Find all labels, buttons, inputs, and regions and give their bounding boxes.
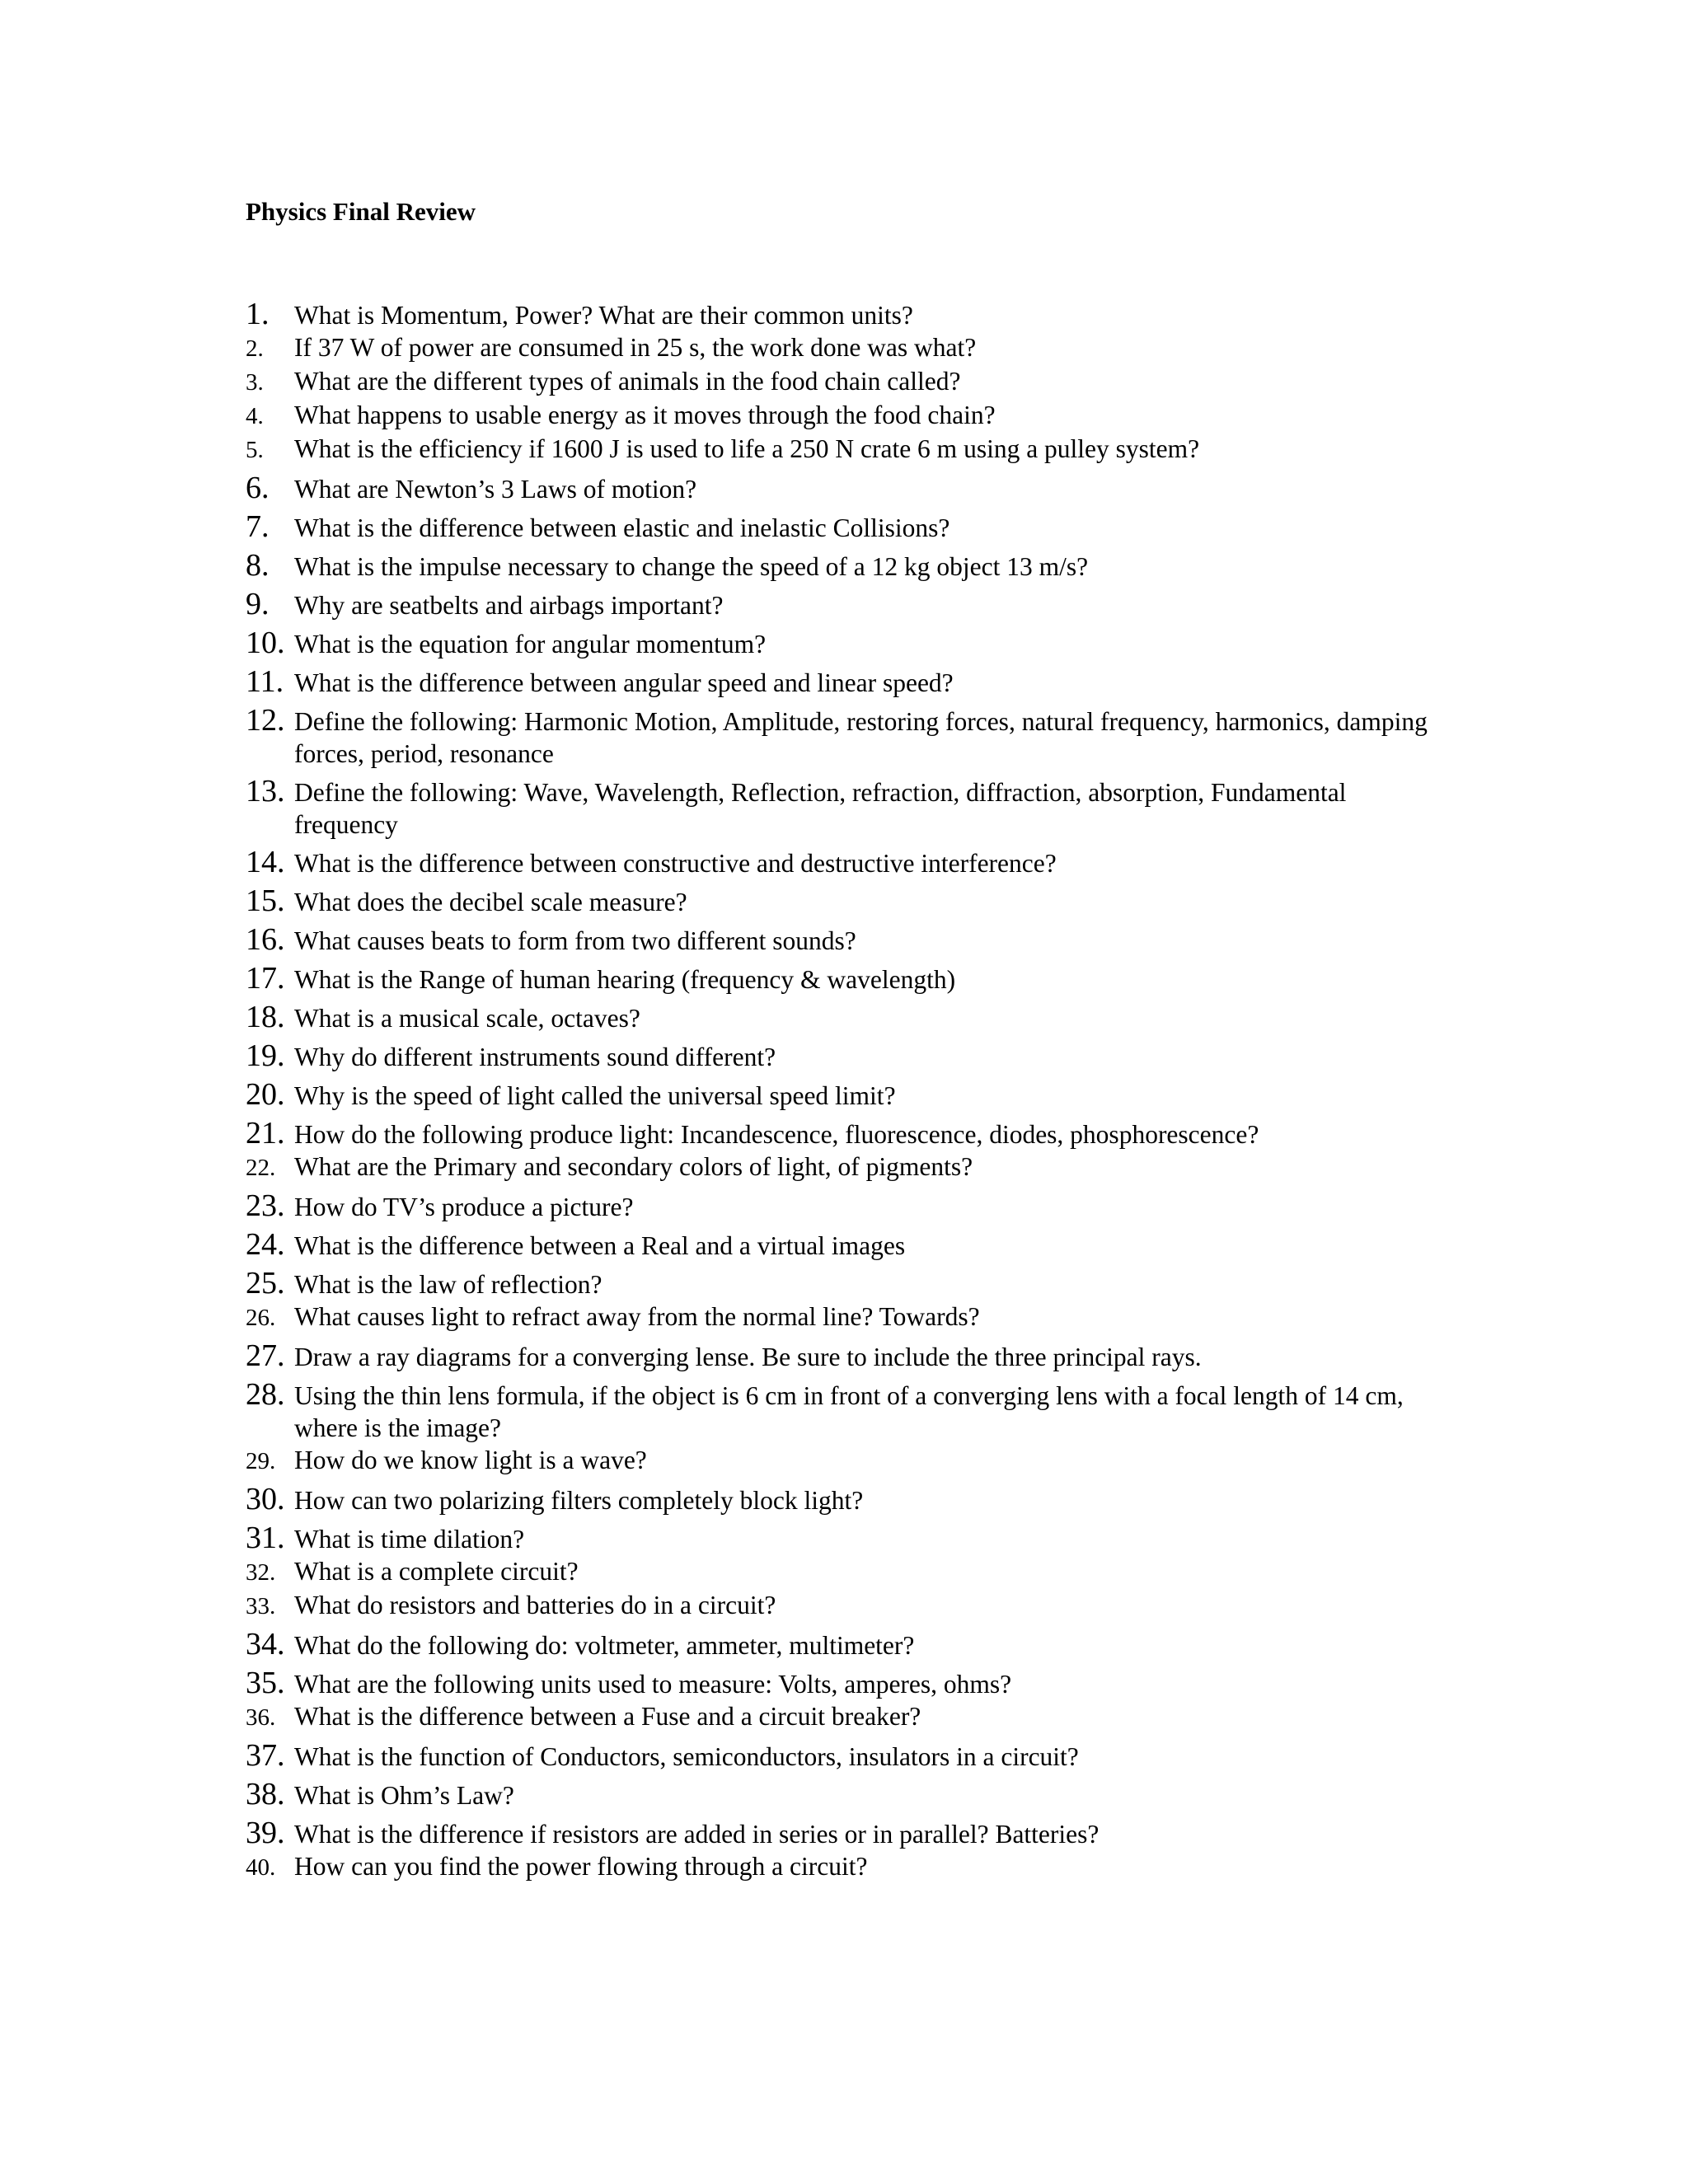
question-item bbox=[246, 1340, 1449, 1373]
question-number: 12. bbox=[246, 703, 285, 738]
question-text: If 37 W of power are consumed in 25 s, the work done was what? bbox=[294, 333, 977, 362]
question-text: Define the following: Wave, Wavelength, Reflection, refraction, diffraction, absorption, Fundamental frequency bbox=[294, 778, 1347, 839]
question-text: What is the difference between elastic and inelastic Collisions? bbox=[294, 513, 950, 542]
question-item bbox=[246, 1118, 1449, 1151]
question-number: 22. bbox=[246, 1155, 276, 1181]
question-number: 2. bbox=[246, 335, 264, 362]
question-text: What do resistors and batteries do in a circuit? bbox=[294, 1591, 776, 1619]
question-item bbox=[246, 1079, 1449, 1112]
question-item bbox=[246, 924, 1449, 957]
question-item bbox=[246, 1522, 1449, 1555]
question-item bbox=[246, 1444, 1449, 1478]
question-text: Why do different instruments sound different? bbox=[294, 1043, 776, 1071]
question-text: What is the difference between angular speed and linear speed? bbox=[294, 668, 954, 697]
question-number: 6. bbox=[246, 471, 270, 505]
question-text: Why are seatbelts and airbags important? bbox=[294, 591, 724, 620]
question-item bbox=[246, 1589, 1449, 1623]
question-item bbox=[246, 298, 1449, 331]
question-list bbox=[246, 293, 1449, 1884]
question-text: Draw a ray diagrams for a converging lense. Be sure to include the three principal rays. bbox=[294, 1343, 1202, 1371]
question-number: 27. bbox=[246, 1338, 285, 1373]
question-text: How can you find the power flowing through a circuit? bbox=[294, 1852, 868, 1881]
question-text: What is a musical scale, octaves? bbox=[294, 1004, 640, 1033]
question-number: 9. bbox=[246, 587, 270, 621]
question-item bbox=[246, 963, 1449, 996]
question-number: 4. bbox=[246, 403, 264, 429]
question-text: What is Ohm’s Law? bbox=[294, 1781, 514, 1810]
question-item bbox=[246, 1040, 1449, 1073]
question-text: What causes beats to form from two different sounds? bbox=[294, 926, 856, 955]
question-text: What is a complete circuit? bbox=[294, 1557, 579, 1586]
question-number: 26. bbox=[246, 1305, 276, 1331]
question-number: 8. bbox=[246, 548, 270, 583]
question-text: What is the difference between constructive and destructive interference? bbox=[294, 849, 1057, 878]
question-number: 23. bbox=[246, 1188, 285, 1223]
question-item bbox=[246, 666, 1449, 699]
question-item bbox=[246, 1740, 1449, 1773]
question-number: 31. bbox=[246, 1521, 285, 1555]
question-number: 40. bbox=[246, 1854, 276, 1881]
page-title: Physics Final Review bbox=[246, 197, 476, 226]
question-text: What is the equation for angular momentum? bbox=[294, 630, 767, 658]
question-number: 16. bbox=[246, 922, 285, 957]
question-number: 35. bbox=[246, 1666, 285, 1700]
question-item bbox=[246, 1667, 1449, 1700]
question-text: What is the law of reflection? bbox=[294, 1270, 603, 1299]
question-item bbox=[246, 1190, 1449, 1223]
question-item bbox=[246, 433, 1449, 466]
question-text: What are Newton’s 3 Laws of motion? bbox=[294, 475, 697, 504]
question-number: 36. bbox=[246, 1704, 276, 1731]
question-item bbox=[246, 885, 1449, 918]
question-text: Define the following: Harmonic Motion, Amplitude, restoring forces, natural frequency, harmonics, damping forces, period, resonance bbox=[294, 707, 1428, 768]
question-item bbox=[246, 1301, 1449, 1334]
question-text: What do the following do: voltmeter, ammeter, multimeter? bbox=[294, 1631, 915, 1660]
question-text: What is the function of Conductors, semiconductors, insulators in a circuit? bbox=[294, 1742, 1079, 1771]
question-item bbox=[246, 1483, 1449, 1516]
question-number: 33. bbox=[246, 1593, 276, 1619]
question-item bbox=[246, 511, 1449, 544]
question-item bbox=[246, 1850, 1449, 1884]
question-item bbox=[246, 331, 1449, 365]
question-text: What is the difference between a Real and a virtual images bbox=[294, 1231, 906, 1260]
question-number: 15. bbox=[246, 883, 285, 918]
question-item bbox=[246, 1001, 1449, 1034]
question-text: Why is the speed of light called the universal speed limit? bbox=[294, 1081, 896, 1110]
question-number: 39. bbox=[246, 1816, 285, 1850]
question-number: 19. bbox=[246, 1038, 285, 1073]
question-number: 3. bbox=[246, 369, 264, 396]
question-number: 38. bbox=[246, 1777, 285, 1811]
question-text: What is the difference between a Fuse and a circuit breaker? bbox=[294, 1702, 921, 1731]
question-text: What is Momentum, Power? What are their common units? bbox=[294, 301, 913, 330]
question-number: 10. bbox=[246, 626, 285, 660]
question-number: 30. bbox=[246, 1482, 285, 1516]
question-text: Using the thin lens formula, if the object is 6 cm in front of a converging lens with a focal length of 14 cm, where is the image? bbox=[294, 1381, 1404, 1442]
question-number: 5. bbox=[246, 437, 264, 463]
question-number: 14. bbox=[246, 845, 285, 879]
question-number: 20. bbox=[246, 1077, 285, 1112]
question-text: How can two polarizing filters completely block light? bbox=[294, 1486, 864, 1515]
question-item bbox=[246, 1629, 1449, 1661]
question-item bbox=[246, 1151, 1449, 1184]
question-item bbox=[246, 1700, 1449, 1734]
question-text: What are the following units used to measure: Volts, amperes, ohms? bbox=[294, 1670, 1012, 1699]
question-item bbox=[246, 776, 1449, 841]
question-number: 32. bbox=[246, 1559, 276, 1586]
question-text: What is the efficiency if 1600 J is used to life a 250 N crate 6 m using a pulley system? bbox=[294, 434, 1200, 463]
question-item bbox=[246, 588, 1449, 621]
question-item bbox=[246, 399, 1449, 433]
question-text: What causes light to refract away from the normal line? Towards? bbox=[294, 1302, 980, 1331]
question-number: 7. bbox=[246, 509, 270, 544]
question-item bbox=[246, 1779, 1449, 1811]
question-text: How do TV’s produce a picture? bbox=[294, 1193, 634, 1221]
question-number: 24. bbox=[246, 1227, 285, 1262]
question-text: How do the following produce light: Incandescence, fluorescence, diodes, phosphorescence? bbox=[294, 1120, 1259, 1149]
question-item bbox=[246, 1229, 1449, 1262]
question-text: How do we know light is a wave? bbox=[294, 1446, 647, 1474]
question-number: 18. bbox=[246, 1000, 285, 1034]
question-text: What does the decibel scale measure? bbox=[294, 888, 687, 916]
question-number: 29. bbox=[246, 1448, 276, 1474]
question-item bbox=[246, 1379, 1449, 1444]
question-item bbox=[246, 705, 1449, 770]
question-item bbox=[246, 550, 1449, 583]
question-number: 21. bbox=[246, 1116, 285, 1151]
question-number: 34. bbox=[246, 1627, 285, 1661]
question-item bbox=[246, 1817, 1449, 1850]
question-text: What is time dilation? bbox=[294, 1525, 525, 1554]
question-item bbox=[246, 846, 1449, 879]
question-text: What happens to usable energy as it moves through the food chain? bbox=[294, 401, 996, 429]
question-item bbox=[246, 365, 1449, 399]
question-item bbox=[246, 627, 1449, 660]
question-number: 13. bbox=[246, 774, 285, 808]
question-text: What is the Range of human hearing (frequency & wavelength) bbox=[294, 965, 956, 994]
question-number: 37. bbox=[246, 1738, 285, 1773]
question-number: 28. bbox=[246, 1377, 285, 1412]
question-text: What is the difference if resistors are added in series or in parallel? Batteries? bbox=[294, 1820, 1100, 1849]
question-text: What is the impulse necessary to change the speed of a 12 kg object 13 m/s? bbox=[294, 552, 1089, 581]
question-text: What are the Primary and secondary colors of light, of pigments? bbox=[294, 1152, 973, 1181]
question-number: 1. bbox=[246, 297, 270, 331]
question-item bbox=[246, 472, 1449, 505]
question-text: What are the different types of animals in the food chain called? bbox=[294, 367, 961, 396]
question-number: 17. bbox=[246, 961, 285, 996]
question-number: 25. bbox=[246, 1266, 285, 1301]
question-item bbox=[246, 1555, 1449, 1589]
question-number: 11. bbox=[246, 664, 284, 699]
question-item bbox=[246, 1268, 1449, 1301]
